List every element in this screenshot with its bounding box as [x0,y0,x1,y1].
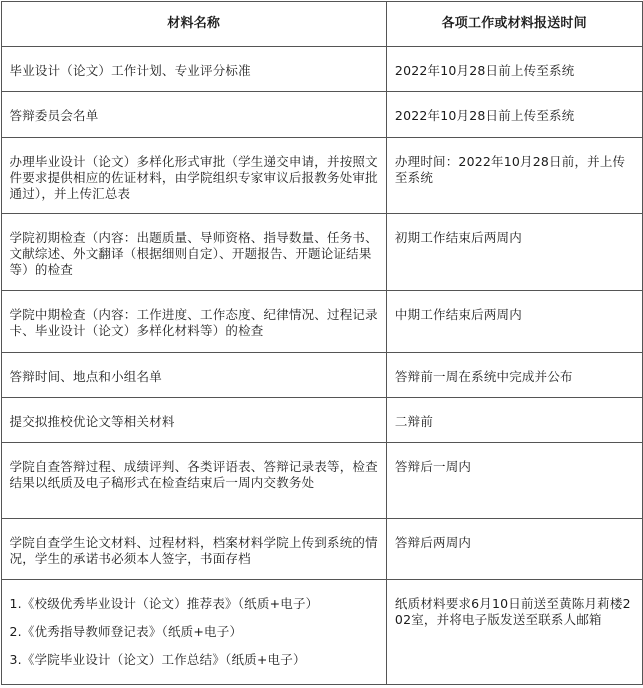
material-text: 答辩时间、地点和小组名单 [9,368,162,384]
material-text: 学院中期检查（内容：工作进度、工作态度、纪律情况、过程记录卡、毕业设计（论文）多样化材料等）的检查 [9,306,378,338]
header-material-name: 材料名称 [1,1,386,46]
material-text: 毕业设计（论文）工作计划、专业评分标准 [9,62,251,78]
material-cell [1,290,386,352]
table-header-row [1,1,642,46]
table-row [1,290,642,352]
header-submission-time: 各项工作或材料报送时间 [386,1,642,46]
time-cell [386,137,642,213]
time-text: 办理时间：2022年10月28日前，并上传至系统 [394,153,626,185]
material-cell [1,46,386,91]
time-text: 2022年10月28日前上传至系统 [394,62,575,78]
table-row [1,91,642,137]
material-text: 学院初期检查（内容：出题质量、导师资格、指导数量、任务书、文献综述、外文翻译（根据细则自定）、开题报告、开题论证结果等）的检查 [9,229,378,277]
list-item: 1.《校级优秀毕业设计（论文）推荐表》（纸质+电子） [9,595,319,611]
time-cell [386,397,642,442]
table-row [1,46,642,91]
table-row [1,213,642,290]
material-text: 办理毕业设计（论文）多样化形式审批（学生递交申请，并按照文件要求提供相应的佐证材料，由学院组织专家审议后报教务处审批通过），并上传汇总表 [9,153,378,201]
time-cell [386,579,642,684]
material-cell [1,91,386,137]
material-cell [1,397,386,442]
time-cell [386,91,642,137]
time-text: 初期工作结束后两周内 [394,229,522,245]
material-text: 提交拟推校优论文等相关材料 [9,413,175,429]
material-list-cell [1,579,386,684]
material-text: 学院自查学生论文材料、过程材料，档案材料学院上传到系统的情况，学生的承诺书必须本人签字，书面存档 [9,534,378,566]
material-text: 答辩委员会名单 [9,107,99,123]
list-item: 2.《优秀指导教师登记表》（纸质+电子） [9,623,243,639]
table-row [1,137,642,213]
list-item: 3.《学院毕业设计（论文）工作总结》（纸质+电子） [9,651,306,667]
material-cell [1,137,386,213]
time-text: 答辩前一周在系统中完成并公布 [394,368,573,384]
time-cell [386,46,642,91]
table-row [1,579,642,684]
time-cell [386,290,642,352]
time-text: 答辩后一周内 [394,458,472,474]
table-row [1,352,642,397]
material-cell [1,213,386,290]
material-cell [1,352,386,397]
time-text: 答辩后两周内 [394,534,472,550]
time-cell [386,442,642,518]
table-row [1,397,642,442]
materials-schedule-table [1,1,643,685]
time-text: 中期工作结束后两周内 [394,306,522,322]
material-cell [1,442,386,518]
material-cell [1,518,386,579]
table-row [1,518,642,579]
time-text: 2022年10月28日前上传至系统 [394,107,575,123]
time-cell [386,352,642,397]
time-cell [386,213,642,290]
time-text: 二辩前 [394,413,434,429]
table-row [1,442,642,518]
time-cell [386,518,642,579]
material-text: 学院自查答辩过程、成绩评判、各类评语表、答辩记录表等，检查结果以纸质及电子稿形式在检查结束后一周内交教务处 [9,458,378,490]
time-text: 纸质材料要求6月10日前送至黄陈月莉楼202室，并将电子版发送至联系人邮箱 [394,595,631,627]
